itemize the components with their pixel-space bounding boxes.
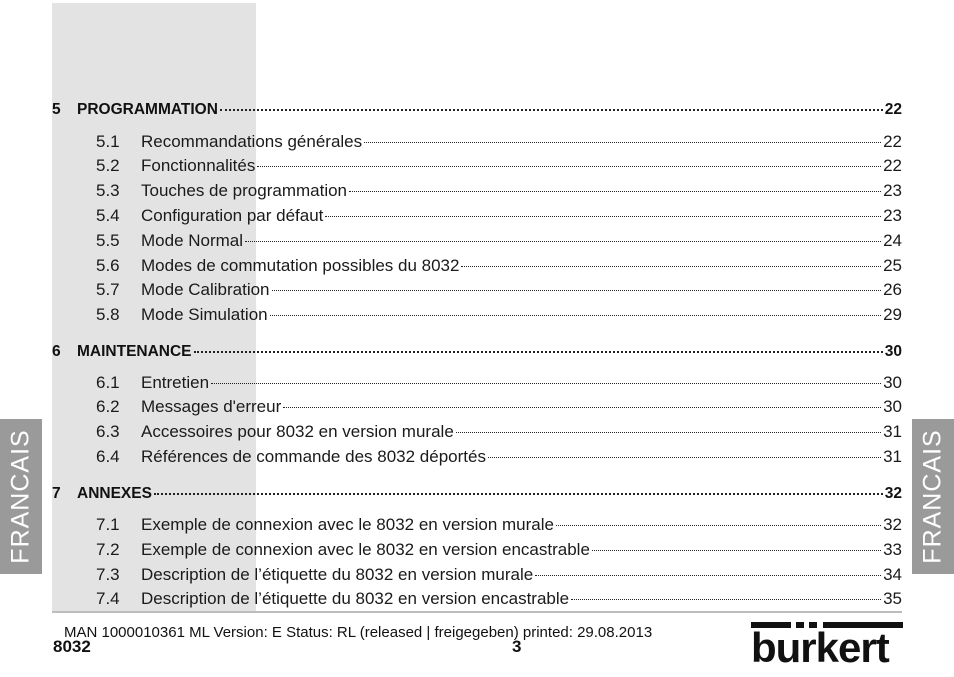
toc-entry-title: Mode Normal [141,231,244,250]
toc-entry-title: Description de l’étiquette du 8032 en version encastrable [141,589,570,608]
toc-section-row[interactable] [52,537,902,563]
toc-entry-title: PROGRAMMATION [77,101,218,118]
toc-entry-page: 24 [883,231,902,250]
toc-entry-number: 7.4 [96,589,120,608]
toc-entry-title: Fonctionnalités [141,156,256,175]
toc-entry-number: 5.5 [96,231,120,250]
toc-dot-leader [456,432,881,433]
language-tab-right [912,419,954,574]
toc-section-row[interactable] [52,253,902,279]
toc-entry-title: Mode Calibration [141,280,270,299]
toc-entry-page: 35 [883,589,902,608]
toc-dot-leader [488,457,881,458]
toc-entry-number: 5.2 [96,156,120,175]
toc-entry-number: 5.6 [96,256,120,275]
toc-entry-page: 30 [883,373,902,392]
toc-entry-number: 7 [52,485,61,502]
language-tab-left [0,419,42,574]
toc-entry-title: Touches de programmation [141,181,348,200]
toc-entry-title: ANNEXES [77,485,152,502]
toc-entry-page: 25 [883,256,902,275]
language-tab-left-label: FRANCAIS [6,429,35,564]
toc-section-row[interactable] [52,586,902,612]
toc-entry-number: 5.3 [96,181,120,200]
toc-section-row[interactable] [52,153,902,179]
toc-entry-number: 5.1 [96,132,120,151]
toc-dot-leader [535,575,881,576]
toc-entry-page: 23 [883,206,902,225]
toc-dot-leader [245,241,881,242]
toc-section-row[interactable] [52,302,902,328]
toc-chapter-row[interactable] [52,339,902,365]
toc-dot-leader [325,216,881,217]
toc-dot-leader [211,383,881,384]
toc-entry-number: 5.7 [96,280,120,299]
toc-chapter-row[interactable] [52,97,902,123]
toc-entry-title: Configuration par défaut [141,206,324,225]
toc-entry-number: 7.2 [96,540,120,559]
toc-entry-number: 6 [52,343,61,360]
toc-entry-title: Mode Simulation [141,305,268,324]
toc-entry-page: 33 [883,540,902,559]
toc-entry-number: 6.1 [96,373,120,392]
toc-dot-leader [257,166,881,167]
toc-section-row[interactable] [52,394,902,420]
burkert-logo [751,622,903,670]
toc-section-row[interactable] [52,277,902,303]
toc-entry-title: Accessoires pour 8032 en version murale [141,422,454,441]
toc-entry-page: 23 [883,181,902,200]
toc-entry-title: Modes de commutation possibles du 8032 [141,256,460,275]
toc-dot-leader [592,550,881,551]
toc-entry-title: Exemple de connexion avec le 8032 en version encastrable [141,540,590,559]
toc-entry-title: Entretien [141,373,210,392]
toc-dot-leader [556,525,881,526]
toc-dot-leader [283,407,881,408]
toc-dot-leader [194,351,883,353]
toc-section-row[interactable] [52,370,902,396]
toc-entry-title: Description de l’étiquette du 8032 en version murale [141,565,534,584]
toc-section-row[interactable] [52,129,902,155]
language-tab-right-label: FRANCAIS [918,429,947,564]
page-number: 3 [512,637,522,656]
toc-entry-page: 30 [884,343,902,360]
toc-dot-leader [571,599,881,600]
toc-entry-number: 6.2 [96,397,120,416]
toc-entry-page: 22 [883,132,902,151]
toc-dot-leader [461,266,881,267]
toc-entry-number: 7.1 [96,515,120,534]
toc-section-row[interactable] [52,562,902,588]
toc-entry-page: 31 [883,447,902,466]
document-meta: MAN 1000010361 ML Version: E Status: RL (released | freigegeben) printed: 29.08.2013 [64,624,653,641]
toc-dot-leader [272,290,882,291]
toc-entry-number: 6.4 [96,447,120,466]
toc-dot-leader [220,109,883,111]
model-number: 8032 [53,637,91,656]
toc-entry-title: Messages d'erreur [141,397,282,416]
toc-entry-page: 30 [883,397,902,416]
toc-entry-number: 5.4 [96,206,120,225]
toc-dot-leader [270,315,881,316]
toc-chapter-row[interactable] [52,481,902,507]
toc-entry-title: Exemple de connexion avec le 8032 en version murale [141,515,554,534]
page-divider [52,611,902,613]
toc-dot-leader [364,142,881,143]
toc-section-row[interactable] [52,419,902,445]
toc-entry-page: 32 [883,515,902,534]
toc-dot-leader [349,191,881,192]
toc-entry-page: 29 [883,305,902,324]
toc-entry-number: 7.3 [96,565,120,584]
toc-entry-number: 5 [52,101,61,118]
toc-entry-number: 5.8 [96,305,120,324]
toc-entry-title: Références de commande des 8032 déportés [141,447,486,466]
toc-entry-page: 26 [883,280,902,299]
toc-entry-page: 31 [883,422,902,441]
toc-dot-leader [154,493,883,495]
toc-entry-title: MAINTENANCE [77,343,192,360]
toc-section-row[interactable] [52,444,902,470]
toc-section-row[interactable] [52,512,902,538]
logo-wordmark: burkert [751,624,889,671]
toc-entry-page: 34 [883,565,902,584]
toc-entry-page: 32 [884,485,902,502]
toc-section-row[interactable] [52,228,902,254]
toc-entry-title: Recommandations générales [141,132,363,151]
toc-entry-page: 22 [884,101,902,118]
toc-section-row[interactable] [52,203,902,229]
toc-entry-number: 6.3 [96,422,120,441]
toc-entry-page: 22 [883,156,902,175]
toc-section-row[interactable] [52,178,902,204]
